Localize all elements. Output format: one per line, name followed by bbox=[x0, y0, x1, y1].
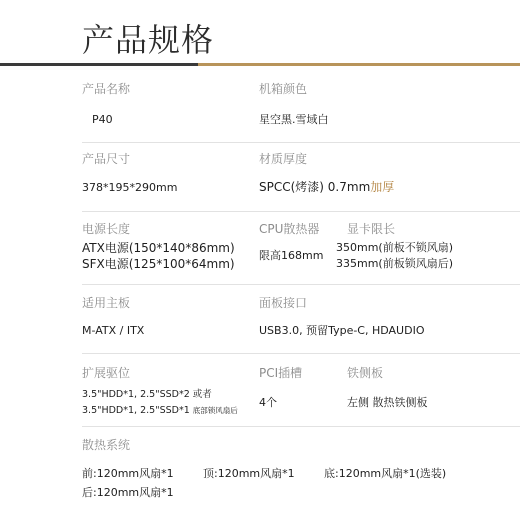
psu-length-label: 电源长度 bbox=[82, 222, 131, 236]
drive-bays-note: 底部锁风扇后 bbox=[192, 406, 238, 415]
cooling-top-value: 顶:120mm风扇*1 bbox=[203, 467, 295, 480]
pci-slots-value: 4个 bbox=[259, 396, 277, 409]
title-underline-accent bbox=[198, 63, 520, 66]
divider bbox=[82, 211, 520, 212]
product-name-value: P40 bbox=[92, 113, 113, 126]
side-panel-label: 铁侧板 bbox=[347, 366, 384, 380]
material-value bbox=[259, 180, 394, 194]
case-color-value: 星空黑.雪域白 bbox=[259, 113, 329, 126]
divider bbox=[82, 353, 520, 354]
motherboard-value: M-ATX / ITX bbox=[82, 324, 145, 337]
product-size-value: 378*195*290mm bbox=[82, 181, 178, 194]
side-panel-value: 左侧 散热铁侧板 bbox=[347, 396, 428, 409]
cooling-rear-value: 后:120mm风扇*1 bbox=[82, 486, 174, 499]
gpu-length-value-1: 350mm(前板不锁风扇) bbox=[336, 241, 454, 254]
gpu-length-label: 显卡限长 bbox=[347, 222, 396, 236]
title-underline-dark bbox=[0, 63, 198, 66]
case-color-label: 机箱颜色 bbox=[259, 82, 308, 96]
product-size-label: 产品尺寸 bbox=[82, 152, 131, 166]
cpu-cooler-value: 限高168mm bbox=[259, 249, 324, 262]
cpu-cooler-label: CPU散热器 bbox=[259, 222, 320, 236]
gpu-length-value-2: 335mm(前板锁风扇后) bbox=[336, 257, 454, 270]
drive-bays-label: 扩展驱位 bbox=[82, 366, 131, 380]
drive-bays-value-1: 3.5"HDD*1, 2.5"SSD*2 或者 bbox=[82, 389, 212, 400]
psu-sfx-value: SFX电源(125*100*64mm) bbox=[82, 257, 235, 271]
material-label: 材质厚度 bbox=[259, 152, 308, 166]
divider bbox=[82, 142, 520, 143]
io-panel-value: USB3.0, 预留Type-C, HDAUDIO bbox=[259, 324, 425, 337]
cooling-label: 散热系统 bbox=[82, 438, 131, 452]
divider bbox=[82, 426, 520, 427]
cooling-front-value: 前:120mm风扇*1 bbox=[82, 467, 174, 480]
drive-bays-value-2 bbox=[82, 405, 238, 417]
io-panel-label: 面板接口 bbox=[259, 296, 308, 310]
material-value-text: SPCC(烤漆) 0.7mm bbox=[259, 180, 371, 194]
product-name-label: 产品名称 bbox=[82, 82, 131, 96]
page-title: 产品规格 bbox=[82, 21, 215, 59]
psu-atx-value: ATX电源(150*140*86mm) bbox=[82, 241, 235, 255]
drive-bays-value-2-text: 3.5"HDD*1, 2.5"SSD*1 bbox=[82, 405, 190, 416]
pci-slots-label: PCI插槽 bbox=[259, 366, 303, 380]
divider bbox=[82, 284, 520, 285]
motherboard-label: 适用主板 bbox=[82, 296, 131, 310]
cooling-bottom-value: 底:120mm风扇*1(选装) bbox=[324, 467, 447, 480]
material-highlight: 加厚 bbox=[370, 180, 395, 194]
